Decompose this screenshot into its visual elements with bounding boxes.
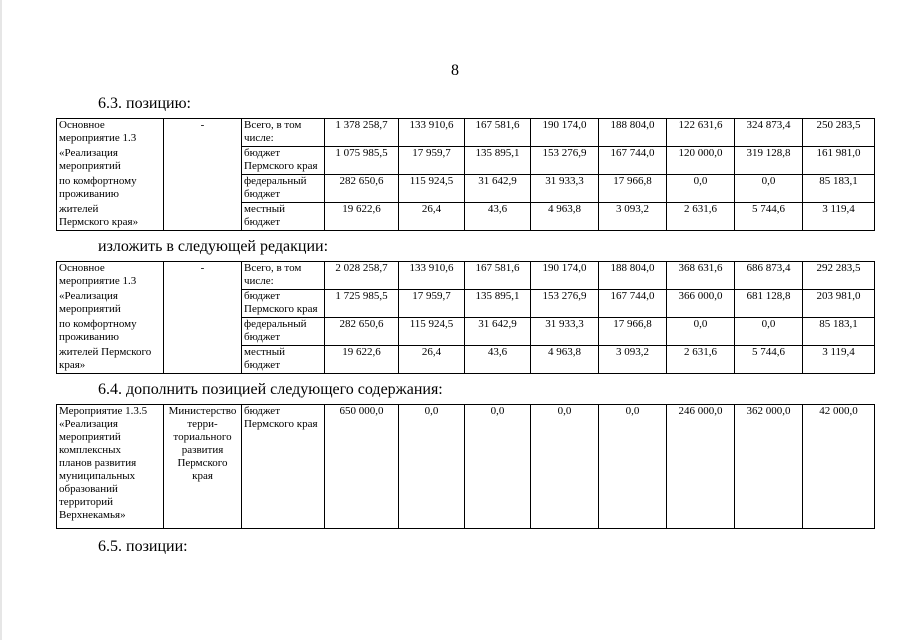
amount-cell: 167 744,0 (599, 290, 667, 318)
amount-cell: 19 622,6 (325, 346, 399, 374)
amount-cell: 19 622,6 (325, 203, 399, 231)
activity-name-line: комплексных (59, 444, 122, 456)
amount-cell: 5 744,6 (735, 346, 803, 374)
activity-name-cell (57, 119, 164, 147)
activity-name-line: Мероприятие 1.3.5 (59, 405, 148, 417)
amount-cell: 324 873,4 (735, 119, 803, 147)
funding-source-line: Всего, в том (244, 262, 302, 274)
funding-source-cell (242, 405, 325, 529)
activity-name-line: «Реализация (59, 146, 118, 159)
executor-line: ториального (173, 431, 232, 443)
amount-cell: 31 933,3 (531, 175, 599, 203)
funding-source-line: Пермского края (244, 303, 318, 315)
activity-name-cell (57, 262, 164, 290)
amount-cell: 190 174,0 (531, 262, 599, 290)
amount-cell: 3 119,4 (803, 203, 875, 231)
funding-source-cell (242, 262, 325, 290)
amount-cell: 4 963,8 (531, 346, 599, 374)
funding-source-line: бюджет (244, 405, 280, 417)
activity-name-line: «Реализация (59, 418, 118, 430)
funding-source-cell (242, 346, 325, 374)
amount-cell: 135 895,1 (465, 147, 531, 175)
executor-cell (164, 290, 242, 318)
executor-line: терри- (187, 418, 218, 430)
activity-name-line: «Реализация (59, 289, 118, 302)
amount-cell: 188 804,0 (599, 119, 667, 147)
activity-name-cell (57, 346, 164, 374)
table-row (57, 290, 875, 318)
funding-source-line: бюджет (244, 290, 280, 302)
amount-cell: 1 075 985,5 (325, 147, 399, 175)
amount-cell: 0,0 (667, 318, 735, 346)
amount-cell: 319 128,8 (735, 147, 803, 175)
executor-cell (164, 175, 242, 203)
page-number: 8 (451, 62, 459, 79)
amount-cell: 246 000,0 (667, 405, 735, 529)
executor-cell (164, 318, 242, 346)
executor-cell (164, 147, 242, 175)
activity-name-line: проживанию (59, 187, 120, 200)
funding-source-line: федеральный (244, 318, 307, 330)
activity-name-line: по комфортному (59, 174, 137, 187)
amount-cell: 17 966,8 (599, 175, 667, 203)
funding-source-cell (242, 175, 325, 203)
funding-source-cell (242, 203, 325, 231)
executor-cell: - (164, 262, 242, 290)
amount-cell: 292 283,5 (803, 262, 875, 290)
scan-edge (0, 0, 2, 640)
amount-cell: 43,6 (465, 346, 531, 374)
funding-source-line: бюджет (244, 359, 280, 371)
activity-name-cell (57, 175, 164, 203)
amount-cell: 133 910,6 (399, 262, 465, 290)
table-row (57, 147, 875, 175)
funding-source-line: местный (244, 346, 285, 358)
amount-cell: 26,4 (399, 203, 465, 231)
amount-cell: 190 174,0 (531, 119, 599, 147)
activity-name-cell (57, 318, 164, 346)
activity-name-line: Верхнекамья» (59, 509, 126, 521)
amount-cell: 368 631,6 (667, 262, 735, 290)
executor-line: Пермского (177, 457, 228, 469)
funding-source-line: федеральный (244, 175, 307, 187)
amount-cell: 4 963,8 (531, 203, 599, 231)
amount-cell: 167 581,6 (465, 262, 531, 290)
amount-cell: 203 981,0 (803, 290, 875, 318)
amount-cell: 1 725 985,5 (325, 290, 399, 318)
activity-name-line: Основное (59, 119, 105, 131)
activity-name-line: Пермского края» (59, 215, 139, 228)
funding-source-cell (242, 119, 325, 147)
amount-cell: 0,0 (735, 175, 803, 203)
amount-cell: 3 093,2 (599, 346, 667, 374)
amount-cell: 17 966,8 (599, 318, 667, 346)
section-6-3-new-heading: изложить в следующей редакции: (98, 238, 329, 255)
activity-name-line: муниципальных (59, 470, 136, 482)
amount-cell: 250 283,5 (803, 119, 875, 147)
table-row (57, 262, 875, 290)
activity-name-line: проживанию (59, 330, 120, 343)
amount-cell: 0,0 (531, 405, 599, 529)
activity-name-line: по комфортному (59, 317, 137, 330)
funding-source-line: Пермского края (244, 418, 318, 430)
table-row (57, 318, 875, 346)
amount-cell: 5 744,6 (735, 203, 803, 231)
table-old-position (56, 118, 875, 231)
amount-cell: 26,4 (399, 346, 465, 374)
activity-name-line: образований (59, 483, 118, 495)
section-6-4-heading: 6.4. дополнить позицией следующего содержания: (98, 381, 443, 398)
amount-cell: 85 183,1 (803, 175, 875, 203)
amount-cell: 167 581,6 (465, 119, 531, 147)
activity-name-line: края» (59, 358, 86, 371)
amount-cell: 282 650,6 (325, 175, 399, 203)
executor-line: Министерство (168, 405, 237, 417)
amount-cell: 135 895,1 (465, 290, 531, 318)
amount-cell: 2 028 258,7 (325, 262, 399, 290)
funding-source-line: местный (244, 203, 285, 215)
activity-name-line: мероприятий (59, 431, 121, 443)
amount-cell: 17 959,7 (399, 147, 465, 175)
amount-cell: 362 000,0 (735, 405, 803, 529)
amount-cell: 43,6 (465, 203, 531, 231)
amount-cell: 122 631,6 (667, 119, 735, 147)
activity-name-line: Основное (59, 262, 105, 274)
activity-name-line: жителей Пермского (59, 345, 152, 358)
amount-cell: 0,0 (465, 405, 531, 529)
amount-cell: 366 000,0 (667, 290, 735, 318)
activity-name-line: территорий (59, 496, 114, 508)
amount-cell: 115 924,5 (399, 175, 465, 203)
activity-name-line: мероприятие 1.3 (59, 132, 137, 144)
amount-cell: 161 981,0 (803, 147, 875, 175)
activity-name-line: мероприятий (59, 159, 121, 172)
amount-cell: 167 744,0 (599, 147, 667, 175)
activity-name-line: мероприятий (59, 302, 121, 315)
amount-cell: 31 642,9 (465, 175, 531, 203)
section-6-3-heading: 6.3. позицию: (98, 95, 191, 112)
executor-line: края (192, 470, 213, 482)
amount-cell: 31 933,3 (531, 318, 599, 346)
funding-source-cell (242, 147, 325, 175)
amount-cell: 686 873,4 (735, 262, 803, 290)
amount-cell: 2 631,6 (667, 346, 735, 374)
activity-name-line: жителей (59, 202, 99, 215)
funding-source-line: числе: (244, 132, 274, 144)
amount-cell: 2 631,6 (667, 203, 735, 231)
amount-cell: 0,0 (735, 318, 803, 346)
amount-cell: 31 642,9 (465, 318, 531, 346)
funding-source-line: Пермского края (244, 160, 318, 172)
activity-name-cell (57, 405, 164, 529)
amount-cell: 17 959,7 (399, 290, 465, 318)
activity-name-cell (57, 147, 164, 175)
amount-cell: 42 000,0 (803, 405, 875, 529)
amount-cell: 153 276,9 (531, 147, 599, 175)
activity-name-cell (57, 290, 164, 318)
amount-cell: 120 000,0 (667, 147, 735, 175)
funding-source-line: бюджет (244, 216, 280, 228)
table-row (57, 203, 875, 231)
amount-cell: 0,0 (667, 175, 735, 203)
activity-name-line: планов развития (59, 457, 137, 469)
funding-source-line: бюджет (244, 188, 280, 200)
amount-cell: 133 910,6 (399, 119, 465, 147)
amount-cell: 650 000,0 (325, 405, 399, 529)
activity-name-cell (57, 203, 164, 231)
table-row (57, 175, 875, 203)
executor-line: развития (181, 444, 224, 456)
table-row (57, 346, 875, 374)
funding-source-cell (242, 290, 325, 318)
executor-cell (164, 346, 242, 374)
amount-cell: 681 128,8 (735, 290, 803, 318)
funding-source-line: бюджет (244, 147, 280, 159)
amount-cell: 188 804,0 (599, 262, 667, 290)
executor-cell: - (164, 119, 242, 147)
activity-name-line: мероприятие 1.3 (59, 275, 137, 287)
funding-source-cell (242, 318, 325, 346)
amount-cell: 3 093,2 (599, 203, 667, 231)
executor-cell (164, 203, 242, 231)
table-row (57, 405, 875, 529)
amount-cell: 85 183,1 (803, 318, 875, 346)
table-new-position (56, 261, 875, 374)
table-row (57, 119, 875, 147)
amount-cell: 0,0 (399, 405, 465, 529)
funding-source-line: Всего, в том (244, 119, 302, 131)
amount-cell: 3 119,4 (803, 346, 875, 374)
amount-cell: 115 924,5 (399, 318, 465, 346)
executor-cell (164, 405, 242, 529)
section-6-5-heading: 6.5. позиции: (98, 538, 188, 555)
amount-cell: 0,0 (599, 405, 667, 529)
amount-cell: 282 650,6 (325, 318, 399, 346)
funding-source-line: числе: (244, 275, 274, 287)
table-added-position (56, 404, 875, 529)
funding-source-line: бюджет (244, 331, 280, 343)
amount-cell: 153 276,9 (531, 290, 599, 318)
amount-cell: 1 378 258,7 (325, 119, 399, 147)
